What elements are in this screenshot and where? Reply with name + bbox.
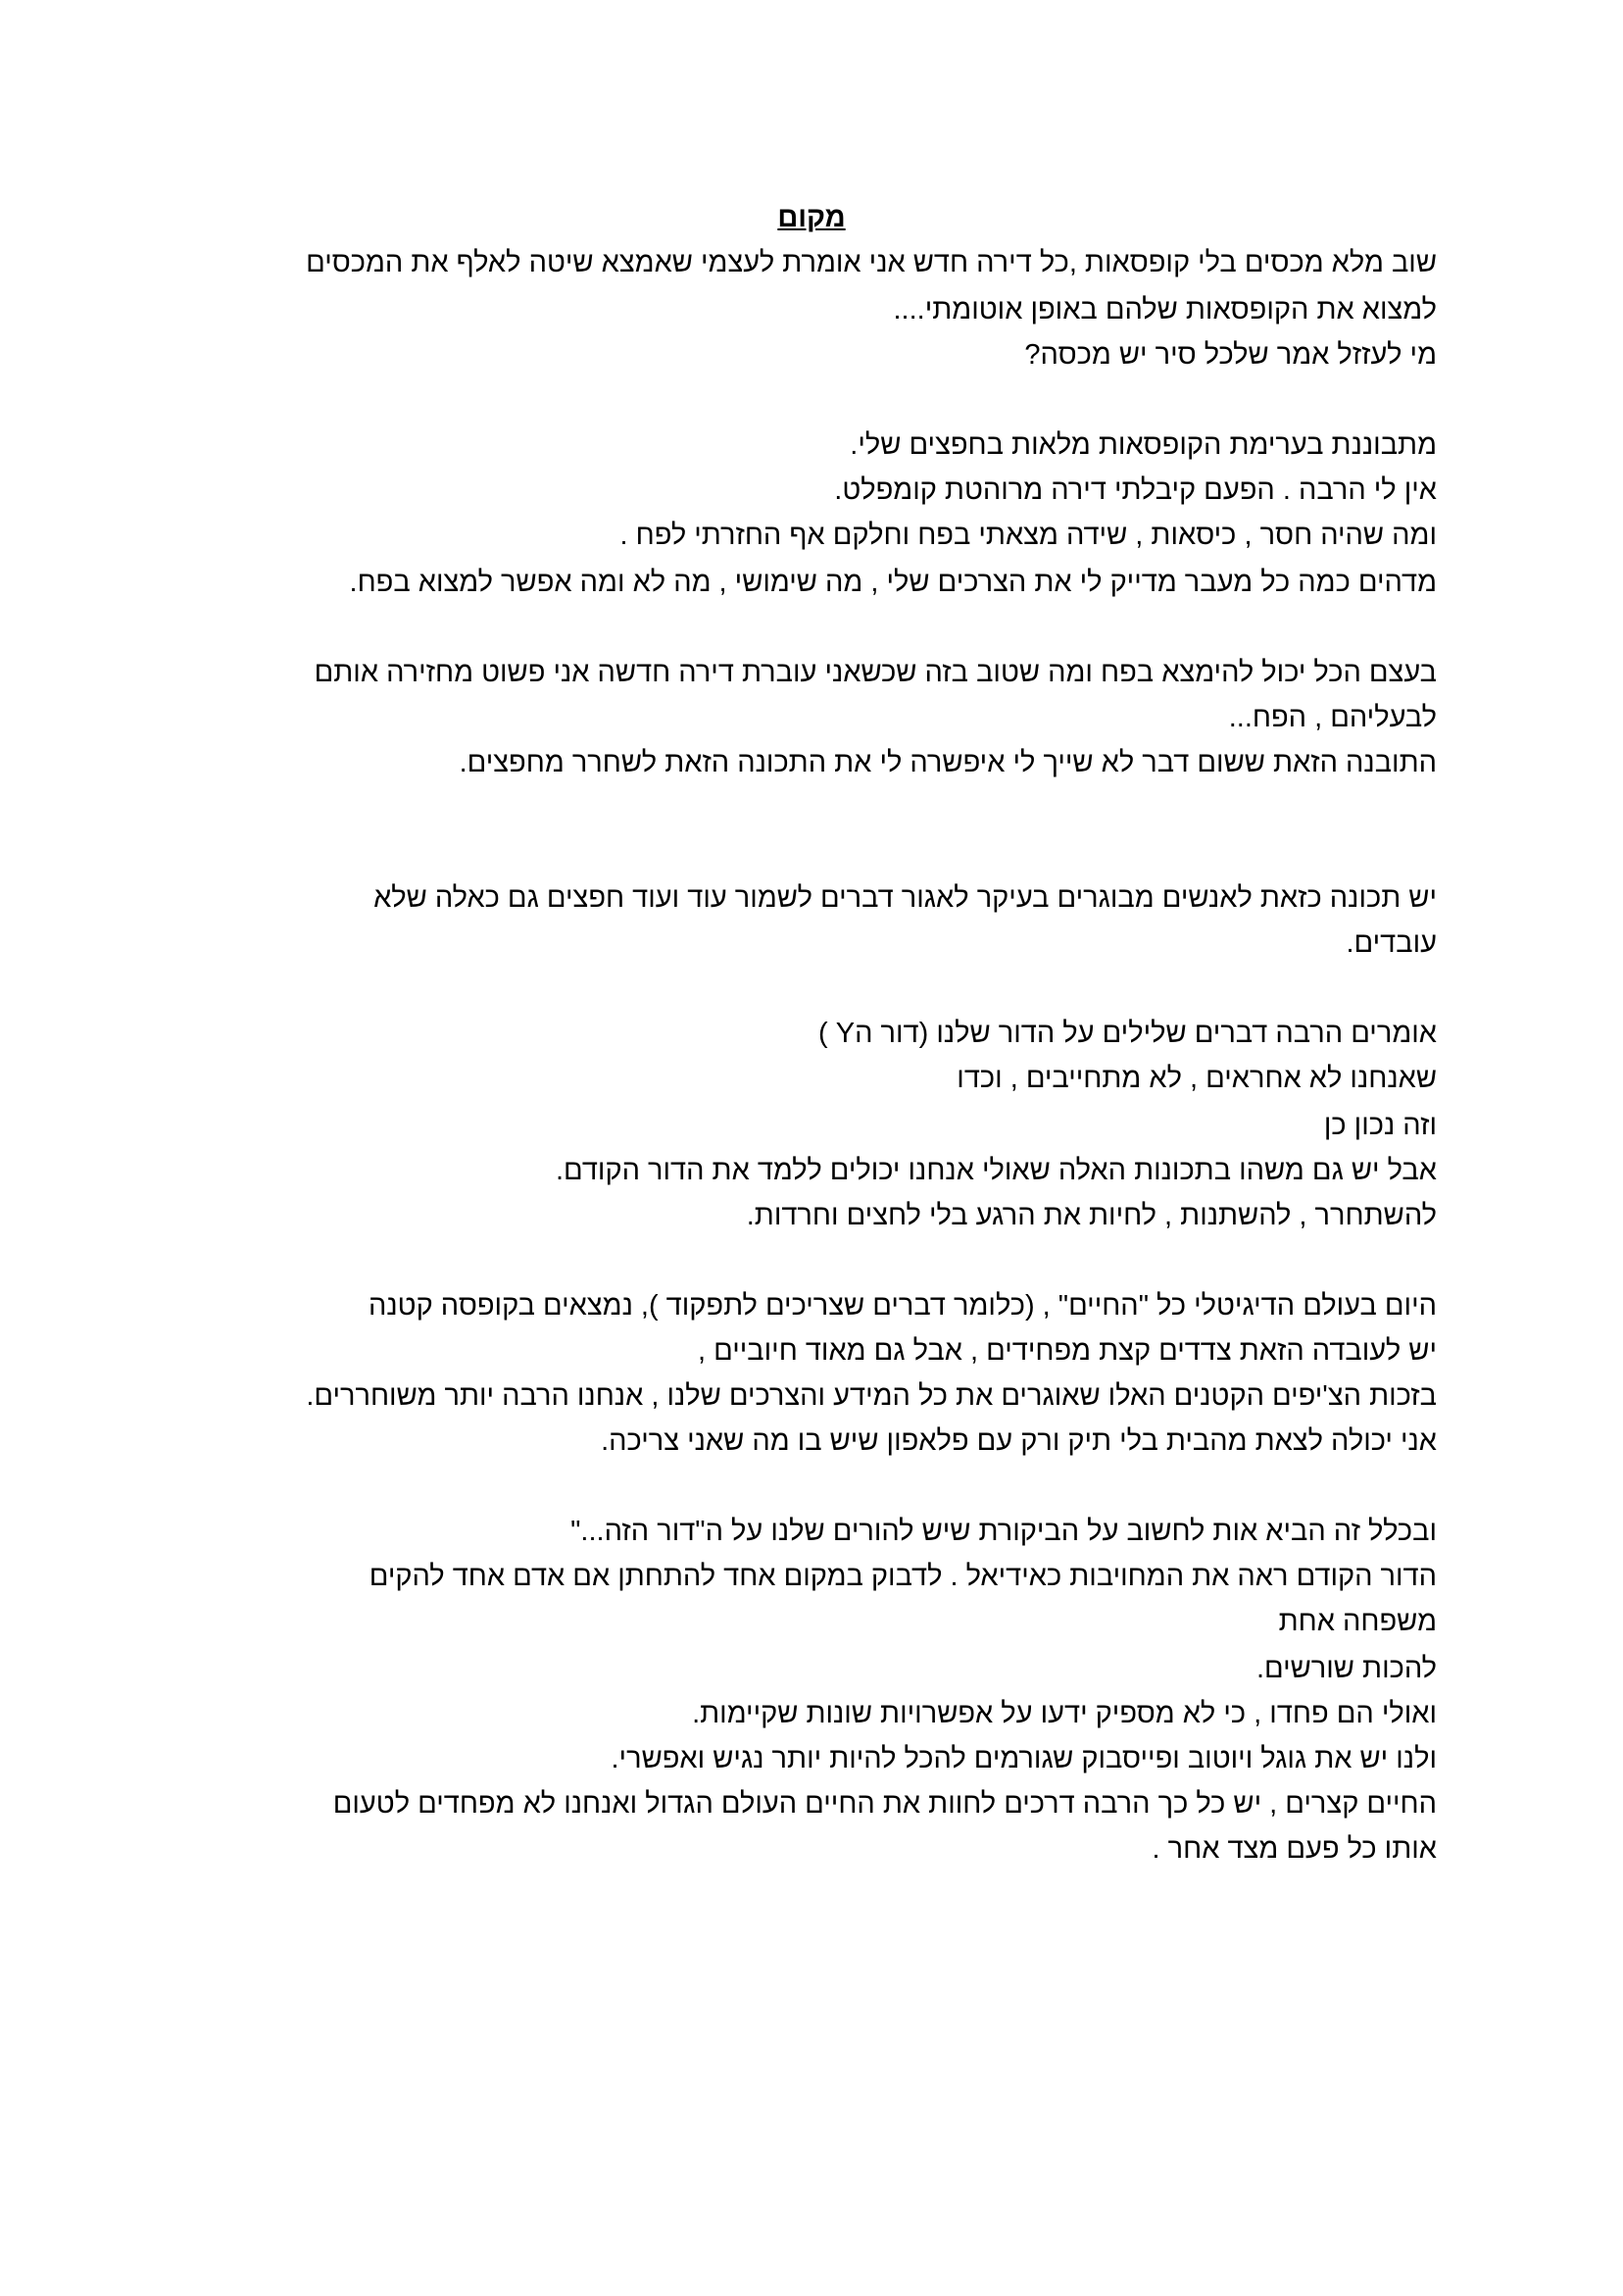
text-line: יש תכונה כזאת לאנשים מבוגרים בעיקר לאגור דברים לשמור עוד ועוד חפצים גם כאלה שלא xyxy=(373,882,1437,914)
text-line: אותו כל פעם מצד אחר . xyxy=(1152,1833,1437,1865)
text-line: שוב מלא מכסים בלי קופסאות ,כל דירה חדש אני אומרת לעצמי שאמצא שיטה לאלף את המכסים xyxy=(306,247,1437,278)
text-line: להכות שורשים. xyxy=(1255,1653,1437,1684)
text-line: אין לי הרבה . הפעם קיבלתי דירה מרוהטת קומפלט. xyxy=(834,474,1437,506)
text-line: שאנחנו לא אחראים , לא מתחייבים , וכדו xyxy=(957,1063,1437,1094)
text-line: היום בעולם הדיגיטלי כל "החיים" , (כלומר דברים שצריכים לתפקוד ), נמצאים בקופסה קטנה xyxy=(368,1290,1437,1322)
text-line: ואולי הם פחדו , כי לא מספיק ידעו על אפשרויות שונות שקיימות. xyxy=(692,1698,1437,1729)
text-line: יש לעובדה הזאת צדדים קצת מפחידים , אבל גם מאוד חיוביים , xyxy=(698,1335,1437,1367)
text-line: להשתחרר , להשתנות , לחיות את הרגע בלי לחצים וחרדות. xyxy=(746,1200,1437,1231)
document-title: מקום xyxy=(777,202,846,233)
text-line: משפחה אחת xyxy=(1278,1606,1437,1637)
text-line: בזכות הצ'יפים הקטנים האלו שאוגרים את כל המידע והצרכים שלנו , אנחנו הרבה יותר משוחררים. xyxy=(306,1380,1437,1412)
text-line: וזה נכון כן xyxy=(1323,1110,1437,1141)
text-line: בעצם הכל יכול להימצא בפח ומה שטוב בזה שכשאני עוברת דירה חדשה אני פשוט מחזירה אותם xyxy=(314,657,1437,688)
text-line: מדהים כמה כל מעבר מדייק לי את הצרכים שלי , מה שימושי , מה לא ומה אפשר למצוא בפח. xyxy=(349,567,1437,598)
text-line: אבל יש גם משהו בתכונות האלה שאולי אנחנו יכולים ללמד את הדור הקודם. xyxy=(556,1155,1437,1186)
text-line: החיים קצרים , יש כל כך הרבה דרכים לחוות את החיים העולם הגדול ואנחנו לא מפחדים לטעום xyxy=(332,1788,1437,1820)
text-line: לבעליהם , הפח... xyxy=(1228,702,1437,733)
text-line: הדור הקודם ראה את המחויבות כאידיאל . לדבוק במקום אחד להתחתן אם אדם אחד להקים xyxy=(369,1561,1437,1592)
text-line: ולנו יש את גוגל ויוטוב ופייסבוק שגורמים להכל להיות יותר נגיש ואפשרי. xyxy=(611,1743,1437,1774)
text-line: אני יכולה לצאת מהבית בלי תיק ורק עם פלאפון שיש בו מה שאני צריכה. xyxy=(601,1425,1437,1457)
text-line: התובנה הזאת ששום דבר לא שייך לי איפשרה לי את התכונה הזאת לשחרר מחפצים. xyxy=(459,747,1437,778)
text-line: ובכלל זה הביא אות לחשוב על הביקורת שיש להורים שלנו על ה"דור הזה..." xyxy=(570,1516,1437,1547)
text-line: אומרים הרבה דברים שלילים על הדור שלנו (דור הY ) xyxy=(818,1018,1437,1049)
text-line: למצוא את הקופסאות שלהם באופן אוטומתי.... xyxy=(893,294,1437,325)
text-line: ומה שהיה חסר , כיסאות , שידה מצאתי בפח וחלקם אף החזרתי לפח . xyxy=(619,520,1437,551)
text-line: עובדים. xyxy=(1346,927,1437,959)
text-line: מי לעזזל אמר שלכל סיר יש מכסה? xyxy=(1024,339,1437,371)
text-line: מתבוננת בערימת הקופסאות מלאות בחפצים שלי. xyxy=(850,429,1437,461)
